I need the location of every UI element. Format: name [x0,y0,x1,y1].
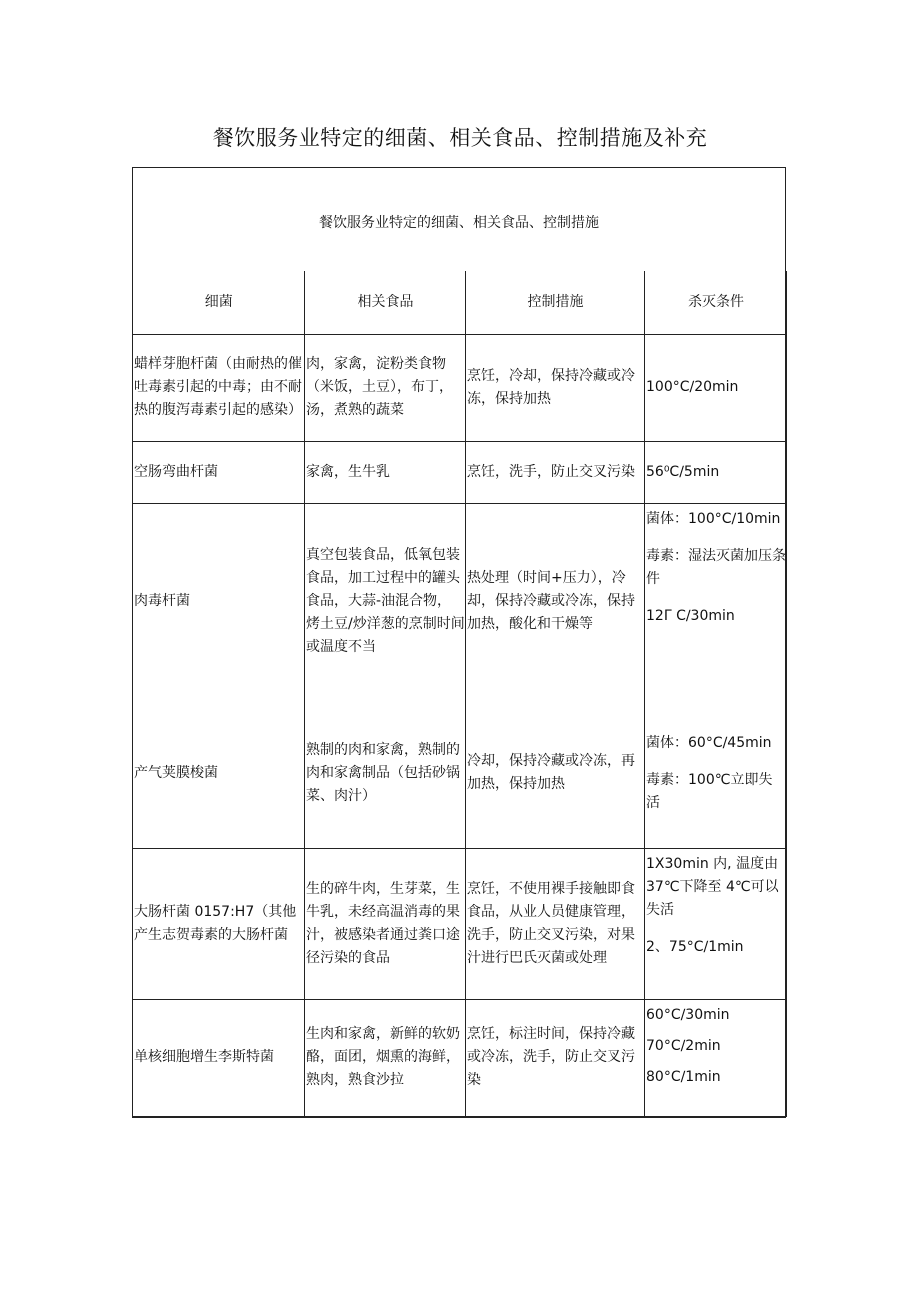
bacteria-cell: 空肠弯曲杆菌 [133,441,305,503]
foods-cell: 生肉和家禽，新鲜的软奶酪，面团，烟熏的海鲜，熟肉，熟食沙拉 [305,999,466,1116]
kill-line: 12Γ C∕30min [646,607,735,624]
kill-cell [645,334,787,441]
bacteria-cell: 蜡样芽胞杆菌（由耐热的催吐毒素引起的中毒；由不耐热的腹泻毒素引起的感染） [133,334,305,441]
kill-cell [645,503,787,699]
controls-cell: 烹饪，标注时间，保持冷藏或冷冻，洗手，防止交叉污染 [466,999,645,1116]
header-kill: 杀灭条件 [645,271,787,334]
kill-line: 80°C∕1min [646,1068,721,1085]
table-row [133,441,787,503]
header-controls: 控制措施 [466,271,645,334]
kill-line: 60°C∕30min [646,1006,730,1023]
table-row [133,503,787,699]
kill-line: 毒素：湿法灭菌加压条件 [646,547,786,587]
kill-line: 菌体：100°C∕10min [646,510,781,527]
foods-cell: 生的碎牛肉，生芽菜，生牛乳，未经高温消毒的果汁，被感染者通过粪口途径污染的食品 [305,848,466,999]
bacteria-cell: 大肠杆菌 0157:H7（其他产生志贺毒素的大肠杆菌 [133,848,305,999]
table-row [133,699,787,848]
controls-cell: 烹饪，冷却，保持冷藏或冷冻，保持加热 [466,334,645,441]
kill-cell [645,848,787,999]
kill-cell [645,999,787,1116]
table-row [133,334,787,441]
bacteria-cell: 单核细胞增生李斯特菌 [133,999,305,1116]
kill-line: 毒素：100℃立即失活 [646,771,773,811]
kill-line: 100°C∕20min [646,379,739,395]
controls-cell: 冷却，保持冷藏或冷冻，再加热，保持加热 [466,699,645,848]
kill-line: 1X30min 内, 温度由 37℃下降至 4℃可以失活 [646,855,779,918]
header-foods: 相关食品 [305,271,466,334]
foods-cell: 家禽，生牛乳 [305,441,466,503]
table-row [133,848,787,999]
foods-cell: 肉，家禽，淀粉类食物（米饭，土豆），布丁，汤，煮熟的蔬菜 [305,334,466,441]
bacteria-cell: 肉毒杆菌 [133,503,305,699]
header-bacteria: 细菌 [133,271,305,334]
bacteria-cell: 产气荚膜梭菌 [133,699,305,848]
bacteria-grid [132,271,787,1117]
kill-cell [645,441,787,503]
header-row [133,271,787,334]
kill-cell [645,699,787,848]
table-row [133,999,787,1116]
bacteria-table [132,167,786,1118]
kill-line: 菌体：60°C∕45min [646,734,772,751]
controls-cell: 烹饪，不使用裸手接触即食食品，从业人员健康管理，洗手，防止交叉污染，对果汁进行巴氏灭菌或处理 [466,848,645,999]
foods-cell: 熟制的肉和家禽，熟制的肉和家禽制品（包括砂锅菜、肉汁） [305,699,466,848]
controls-cell: 热处理（时间+压力），冷却，保持冷藏或冷冻，保持加热，酸化和干燥等 [466,503,645,699]
kill-line: 70°C∕2min [646,1037,721,1054]
controls-cell: 烹饪，洗手，防止交叉污染 [466,441,645,503]
table-caption: 餐饮服务业特定的细菌、相关食品、控制措施 [319,215,599,231]
page-title: 餐饮服务业特定的细菌、相关食品、控制措施及补充 [212,126,708,150]
kill-line: 2、75°C∕1min [646,938,744,955]
kill-line: 56⁰C∕5min [646,463,720,480]
foods-cell: 真空包装食品，低氧包装食品，加工过程中的罐头食品，大蒜-油混合物，烤土豆/炒洋葱的烹制时间或温度不当 [305,503,466,699]
